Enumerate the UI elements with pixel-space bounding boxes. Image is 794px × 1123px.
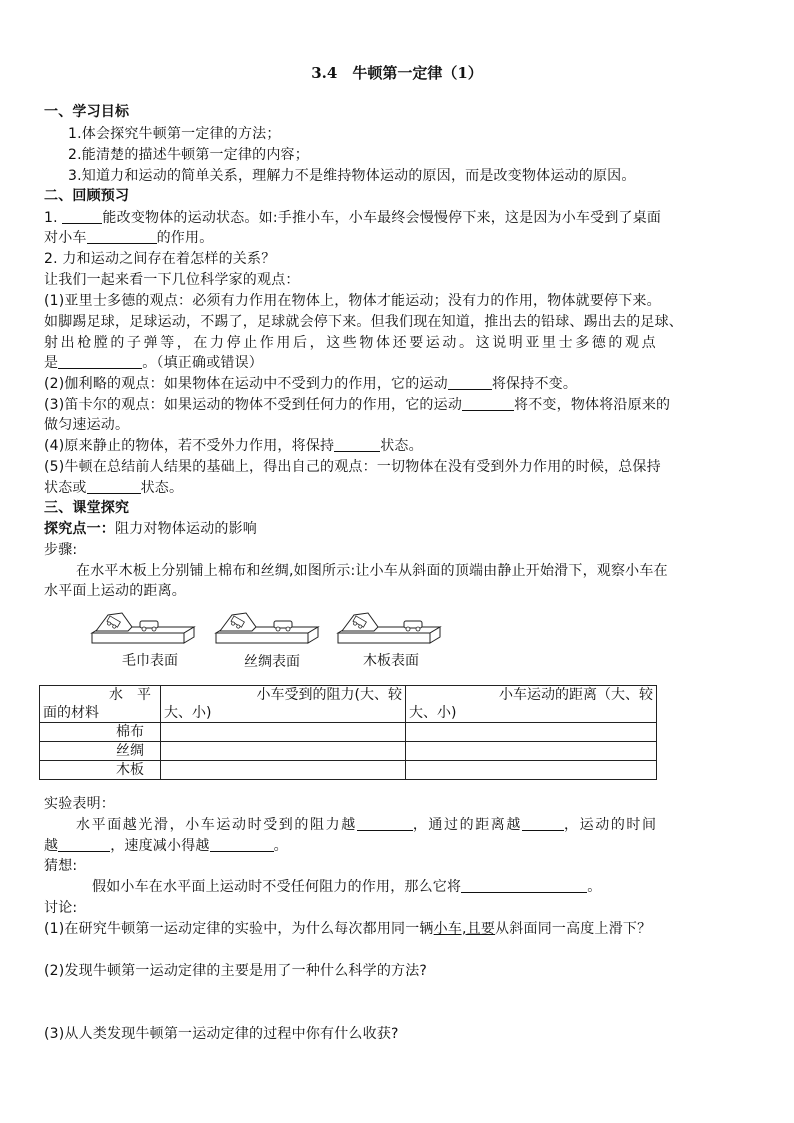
table-cell-empty[interactable] xyxy=(406,761,657,780)
aristotle-line-4: 是 。（填正确或错误） xyxy=(44,355,264,371)
steps-line-2: 水平面上运动的距离。 xyxy=(44,583,186,599)
answer-blank[interactable] xyxy=(58,837,110,852)
table-cell-material: 棉布 xyxy=(40,723,161,742)
guess-line: 假如小车在水平面上运动时不受任何阻力的作用，那么它将 。 xyxy=(92,879,602,895)
caption-towel: 毛巾表面 xyxy=(122,653,178,669)
table-cell-empty[interactable] xyxy=(406,723,657,742)
answer-blank[interactable] xyxy=(448,375,492,390)
descartes-line-1: (3)笛卡尔的观点：如果运动的物体不受到任何力的作用，它的运动 将不变，物体将沿原来的 xyxy=(44,397,671,413)
ramp-cart-figure-towel xyxy=(88,609,202,651)
inquiry-point-1: 探究点一：阻力对物体运动的影响 xyxy=(44,521,257,537)
section-heading-review: 二、回顾预习 xyxy=(44,188,130,204)
goal-item-3: 3.知道力和运动的简单关系，理解力不是维持物体运动的原因，而是改变物体运动的原因。 xyxy=(68,168,636,184)
table-header-resistance: 小车受到的阻力(大、较 大、小) xyxy=(161,686,406,723)
question-1-line-1: 1. 能改变物体的运动状态。如:手推小车，小车最终会慢慢停下来，这是因为小车受到了桌面 xyxy=(44,210,662,226)
table-row xyxy=(40,761,657,780)
table-row xyxy=(40,723,657,742)
discussion-question-2: (2)发现牛顿第一运动定律的主要是用了一种什么科学的方法? xyxy=(44,963,428,979)
answer-blank[interactable] xyxy=(461,878,587,893)
question-1-line-2: 对小车 的作用。 xyxy=(44,230,214,246)
rest-object-view: (4)原来静止的物体，若不受外力作用，将保持 状态。 xyxy=(44,438,423,454)
experiment-table xyxy=(39,685,657,780)
scientists-intro: 让我们一起来看一下几位科学家的观点： xyxy=(44,272,300,288)
guess-label: 猜想: xyxy=(44,858,78,874)
section-heading-inquiry: 三、课堂探究 xyxy=(44,500,130,516)
answer-blank[interactable] xyxy=(357,816,413,831)
answer-blank[interactable] xyxy=(210,837,274,852)
table-cell-material: 木板 xyxy=(40,761,161,780)
caption-wood: 木板表面 xyxy=(363,653,419,669)
result-line-1: 水平面越光滑，小车运动时受到的阻力越 ，通过的距离越 ，运动的时间 xyxy=(76,817,658,833)
discussion-question-1: (1)在研究牛顿第一运动定律的实验中，为什么每次都用同一辆小车,且要从斜面同一高度上滑下？ xyxy=(44,921,652,937)
table-header-material: 水 平 面的材料 xyxy=(40,686,161,723)
answer-blank[interactable] xyxy=(87,229,157,244)
answer-blank[interactable] xyxy=(462,396,514,411)
table-row xyxy=(40,742,657,761)
goal-item-1: 1.体会探究牛顿第一定律的方法； xyxy=(68,126,281,142)
steps-line-1: 在水平木板上分别铺上棉布和丝绸,如图所示:让小车从斜面的顶端由静止开始滑下，观察小车在 xyxy=(76,563,668,579)
steps-label: 步骤: xyxy=(44,542,78,558)
discussion-label: 讨论: xyxy=(44,900,78,916)
answer-blank[interactable] xyxy=(62,209,102,224)
discussion-question-3: (3)从人类发现牛顿第一运动定律的过程中你有什么收获? xyxy=(44,1026,399,1042)
newton-line-1: (5)牛顿在总结前人结果的基础上，得出自己的观点：一切物体在没有受到外力作用的时候，总保持 xyxy=(44,459,661,475)
table-cell-empty[interactable] xyxy=(406,742,657,761)
aristotle-line-3: 射出枪膛的子弹等，在力停止作用后，这些物体还要运动。这说明亚里士多德的观点 xyxy=(44,335,659,351)
table-header-distance: 小车运动的距离（大、较 大、小) xyxy=(406,686,657,723)
aristotle-line-1: (1)亚里士多德的观点：必须有力作用在物体上，物体才能运动；没有力的作用，物体就要停下来。 xyxy=(44,293,661,309)
answer-blank[interactable] xyxy=(522,816,564,831)
table-cell-empty[interactable] xyxy=(161,742,406,761)
section-heading-goals: 一、学习目标 xyxy=(44,104,130,120)
answer-blank[interactable] xyxy=(87,479,141,494)
ramp-cart-figure-silk xyxy=(212,609,326,651)
page-title: 3.4 牛顿第一定律（1） xyxy=(311,64,483,82)
goal-item-2: 2.能清楚的描述牛顿第一定律的内容； xyxy=(68,147,309,163)
question-2: 2. 力和运动之间存在着怎样的关系？ xyxy=(44,251,276,267)
answer-blank[interactable] xyxy=(334,437,380,452)
table-cell-material: 丝绸 xyxy=(40,742,161,761)
result-line-2: 越 ，速度减小得越 。 xyxy=(44,838,288,854)
caption-silk: 丝绸表面 xyxy=(244,654,300,670)
newton-line-2: 状态或 状态。 xyxy=(44,480,184,496)
result-label: 实验表明： xyxy=(44,796,115,812)
ramp-cart-figure-wood xyxy=(334,609,448,651)
table-cell-empty[interactable] xyxy=(161,723,406,742)
descartes-line-2: 做匀速运动。 xyxy=(44,417,130,433)
answer-blank[interactable] xyxy=(58,354,142,369)
aristotle-line-2: 如脚踢足球，足球运动，不踢了，足球就会停下来。但我们现在知道，推出去的铅球、踢出去的足球、 xyxy=(44,314,683,330)
table-header-row xyxy=(40,686,657,723)
galileo-view: (2)伽利略的观点：如果物体在运动中不受到力的作用，它的运动 将保持不变。 xyxy=(44,376,578,392)
table-cell-empty[interactable] xyxy=(161,761,406,780)
